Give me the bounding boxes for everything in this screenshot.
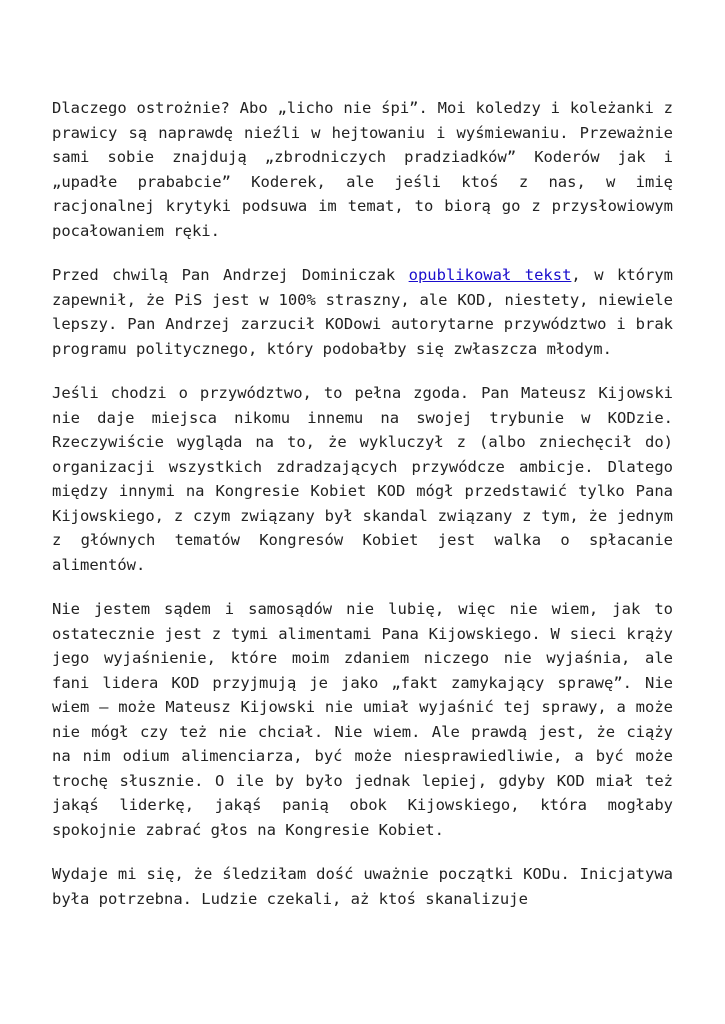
paragraph-2 (52, 263, 673, 361)
paragraph-2-rest: , w którym zapewnił, że PiS jest w 100% straszny, ale KOD, niestety, niewiele lepszy. Pan Andrzej zarzucił KODowi autorytarne przywództwo i brak programu politycznego, który podobałby się zwłaszcza młodym. (52, 266, 673, 358)
paragraph-3: Jeśli chodzi o przywództwo, to pełna zgoda. Pan Mateusz Kijowski nie daje miejsca nikomu innemu na swojej trybunie w KODzie. Rzeczywiście wygląda na to, że wykluczył z (albo zniechęcił do) organizacji wszystkich zdradzających przywódcze ambicje. Dlatego między innymi na Kongresie Kobiet KOD mógł przedstawić tylko Pana Kijowskiego, z czym związany był skandal związany z tym, że jednym z głównych tematów Kongresów Kobiet jest walka o spłacanie alimentów. (52, 384, 673, 574)
paragraph-4: Nie jestem sądem i samosądów nie lubię, więc nie wiem, jak to ostatecznie jest z tymi alimentami Pana Kijowskiego. W sieci krąży jego wyjaśnienie, które moim zdaniem niczego nie wyjaśnia, ale fani lidera KOD przyjmują je jako „fakt zamykający sprawę”. Nie wiem – może Mateusz Kijowski nie umiał wyjaśnić tej sprawy, a może nie mógł czy też nie chciał. Nie wiem. Ale prawdą jest, że ciąży na nim odium alimenciarza, być może niesprawiedliwie, a być może trochę słusznie. O ile by było jednak lepiej, gdyby KOD miał też jakąś liderkę, jakąś panią obok Kijowskiego, która mogłaby spokojnie zabrać głos na Kongresie Kobiet. (52, 600, 673, 839)
paragraph-5: Wydaje mi się, że śledziłam dość uważnie początki KODu. Inicjatywa była potrzebna. Ludzie czekali, aż ktoś skanalizuje (52, 865, 673, 908)
paragraph-1: Dlaczego ostrożnie? Abo „licho nie śpi”. Moi koledzy i koleżanki z prawicy są naprawdę nieźli w hejtowaniu i wyśmiewaniu. Przeważnie sami sobie znajdują „zbrodniczych pradziadków” Koderów jak i „upadłe prababcie” Koderek, ale jeśli ktoś z nas, w imię racjonalnej krytyki podsuwa im temat, to biorą go z przysłowiowym pocałowaniem ręki. (52, 99, 673, 240)
paragraph-2-lead: Przed chwilą Pan Andrzej Dominiczak (52, 266, 409, 284)
published-text-link[interactable]: opublikował tekst (408, 266, 572, 284)
article-body (52, 96, 673, 931)
